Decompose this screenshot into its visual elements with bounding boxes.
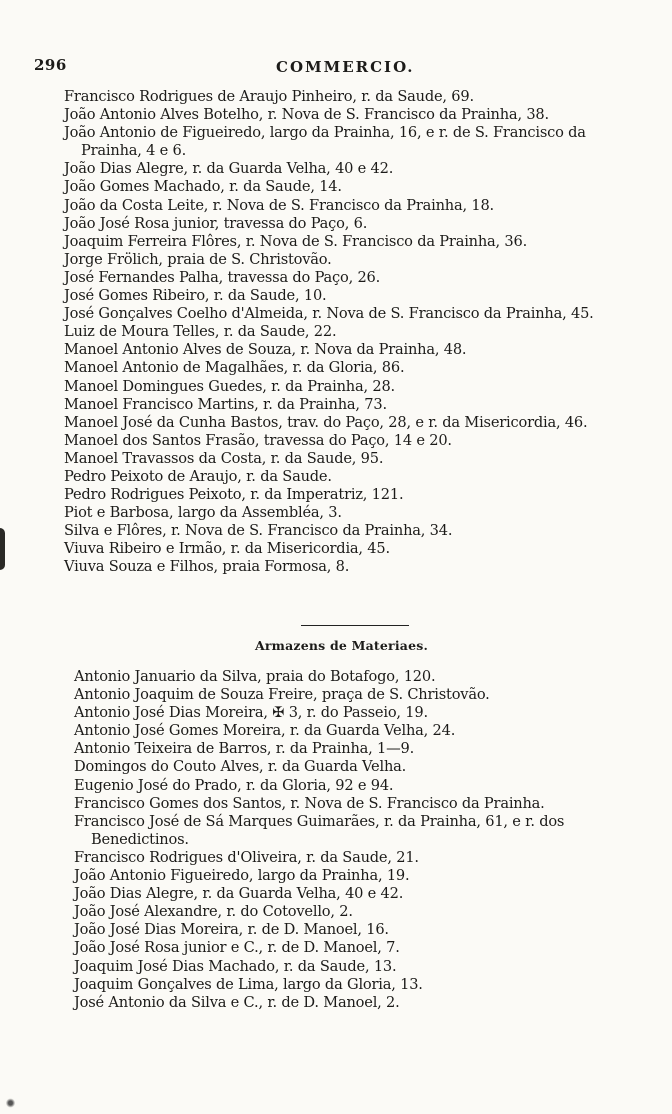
directory-entry: Antonio Joaquim de Souza Freire, praça de S. Christovão. <box>74 686 490 704</box>
directory-entry: João Dias Alegre, r. da Guarda Velha, 40 e 42. <box>74 885 404 903</box>
directory-entry: Silva e Flôres, r. Nova de S. Francisco da Prainha, 34. <box>64 522 453 540</box>
directory-entry: Joaquim Ferreira Flôres, r. Nova de S. Francisco da Prainha, 36. <box>64 232 528 250</box>
directory-entry: José Gomes Ribeiro, r. da Saude, 10. <box>64 287 327 305</box>
section-heading: Armazens de Materiaes. <box>255 638 429 653</box>
directory-entry: Manoel Antonio Alves de Souza, r. Nova da Prainha, 48. <box>64 341 467 359</box>
directory-entry: Piot e Barbosa, largo da Assembléa, 3. <box>64 504 342 522</box>
binding-shadow <box>0 528 5 570</box>
directory-entry: João Gomes Machado, r. da Saude, 14. <box>64 178 342 196</box>
directory-entry: Antonio Januario da Silva, praia do Botafogo, 120. <box>74 668 436 685</box>
directory-entry: João José Alexandre, r. do Cotovello, 2. <box>74 903 353 921</box>
directory-entry: Viuva Ribeiro e Irmão, r. da Misericordia, 45. <box>64 540 390 558</box>
directory-entry: José Gonçalves Coelho d'Almeida, r. Nova de S. Francisco da Prainha, 45. <box>64 305 594 323</box>
directory-entry: Antonio José Dias Moreira, ✠ 3, r. do Passeio, 19. <box>74 704 428 722</box>
directory-entry: José Antonio da Silva e C., r. de D. Manoel, 2. <box>74 993 400 1011</box>
directory-entry: João Antonio Alves Botelho, r. Nova de S. Francisco da Prainha, 38. <box>64 106 549 124</box>
directory-entry: João Antonio de Figueiredo, largo da Prainha, 16, e r. de S. Francisco da Prainha, 4 e 6. <box>64 124 586 160</box>
directory-entry: Manoel Francisco Martins, r. da Prainha, 73. <box>64 395 387 413</box>
directory-entry: João da Costa Leite, r. Nova de S. Francisco da Prainha, 18. <box>64 196 494 214</box>
directory-entry: Francisco Gomes dos Santos, r. Nova de S. Francisco da Prainha. <box>74 794 545 812</box>
page-number: 296 <box>34 56 67 74</box>
directory-entry: João Dias Alegre, r. da Guarda Velha, 40 e 42. <box>64 160 394 178</box>
directory-entry: Joaquim José Dias Machado, r. da Saude, 13. <box>74 957 397 975</box>
running-title: COMMERCIO. <box>276 58 415 76</box>
directory-entry: Manoel dos Santos Frasão, travessa do Paço, 14 e 20. <box>64 431 452 449</box>
directory-entry: João José Dias Moreira, r. de D. Manoel, 16. <box>74 921 389 939</box>
directory-entry: João Antonio Figueiredo, largo da Prainha, 19. <box>74 867 410 885</box>
directory-entry: Pedro Peixoto de Araujo, r. da Saude. <box>64 467 332 485</box>
directory-entry: Francisco Rodrigues d'Oliveira, r. da Saude, 21. <box>74 848 419 866</box>
section-divider <box>301 625 409 626</box>
directory-entry: Antonio Teixeira de Barros, r. da Prainha, 1—9. <box>74 740 415 758</box>
directory-entry: Manoel José da Cunha Bastos, trav. do Paço, 28, e r. da Misericordia, 46. <box>64 413 588 431</box>
directory-entry: Francisco Rodrigues de Araujo Pinheiro, r. da Saude, 69. <box>64 88 474 105</box>
directory-entry: Manoel Domingues Guedes, r. da Prainha, 28. <box>64 377 395 395</box>
paper-speck <box>6 1098 15 1108</box>
directory-entry: Antonio José Gomes Moreira, r. da Guarda Velha, 24. <box>74 722 456 740</box>
directory-entry: Joaquim Gonçalves de Lima, largo da Gloria, 13. <box>74 975 423 993</box>
directory-entry: José Fernandes Palha, travessa do Paço, 26. <box>64 268 381 286</box>
directory-entry: Manoel Antonio de Magalhães, r. da Gloria, 86. <box>64 359 405 377</box>
directory-entry: Jorge Frölich, praia de S. Christovão. <box>64 250 332 268</box>
merchant-list <box>0 88 672 577</box>
directory-entry: Luiz de Moura Telles, r. da Saude, 22. <box>64 323 337 341</box>
directory-entry: Manoel Travassos da Costa, r. da Saude, 95. <box>64 449 384 467</box>
directory-entry: João José Rosa junior, travessa do Paço, 6. <box>64 214 368 232</box>
directory-entry: João José Rosa junior e C., r. de D. Manoel, 7. <box>74 939 400 957</box>
materials-warehouse-list <box>0 668 672 1012</box>
directory-entry: Viuva Souza e Filhos, praia Formosa, 8. <box>64 558 350 576</box>
directory-entry: Eugenio José do Prado, r. da Gloria, 92 e 94. <box>74 776 394 794</box>
directory-entry: Pedro Rodrigues Peixoto, r. da Imperatriz, 121. <box>64 486 404 504</box>
directory-entry: Francisco José de Sá Marques Guimarães, r. da Prainha, 61, e r. dos Benedictinos. <box>74 812 565 848</box>
directory-entry: Domingos do Couto Alves, r. da Guarda Velha. <box>74 758 407 776</box>
